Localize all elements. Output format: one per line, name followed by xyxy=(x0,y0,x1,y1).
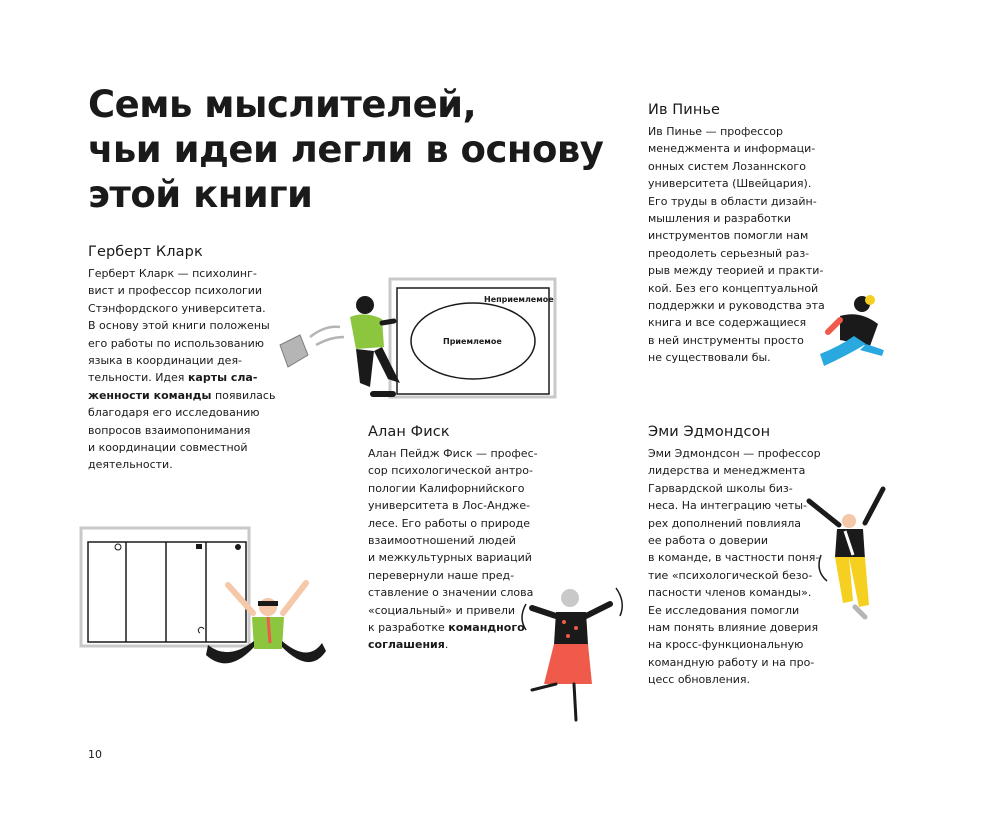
term-alignment-map-2: женности команды xyxy=(88,388,212,402)
title-line-2: чьи идеи легли в основу xyxy=(88,128,604,171)
thinker-name: Герберт Кларк xyxy=(88,244,203,260)
thrown-paper-icon xyxy=(280,327,344,367)
title-line-1: Семь мыслителей, xyxy=(88,83,477,126)
illustration-contract-board xyxy=(270,275,570,415)
term-team-contract: командного xyxy=(448,621,525,635)
thinker-name: Эми Эдмондсон xyxy=(648,424,771,440)
illustration-sitting-person xyxy=(810,290,900,370)
thinker-bio: Эми Эдмондсон — профессор лидерства и менеджмента Гарвардской школы биз- неса. На интеграцию четы- рех дополнений повлияла ее работа о доверии в команде, в частности поня- тие «психологической безо- пасности членов команды». Ее исследования помогли нам понять влияние доверия на кросс-функциональную командную работу и на про- цесс обновления. xyxy=(648,447,821,687)
illustration-jumping-man xyxy=(805,485,897,635)
thinker-name: Алан Фиск xyxy=(368,424,450,440)
term-team-contract-2: соглашения xyxy=(368,638,445,652)
board-label-outer: Неприемлемое xyxy=(484,295,554,304)
thinker-bio: Герберт Кларк — психолинг- вист и профессор психологии Стэнфордского университета. В основу этой книги положены его работы по использованию языка в координации дея- тельности. Идея карты сла- женности команды появилась благодаря его исследованию вопросов взаимопонимания и координации совместной деятельности. xyxy=(88,267,276,472)
term-alignment-map: карты сла- xyxy=(187,371,258,385)
illustration-alignment-board xyxy=(78,525,340,693)
board-label-inner: Приемлемое xyxy=(443,337,502,346)
page-title xyxy=(88,82,603,217)
illustration-dancing-woman xyxy=(512,582,632,724)
page-number: 10 xyxy=(88,748,102,761)
thinker-clark xyxy=(88,242,278,474)
title-line-3: этой книги xyxy=(88,173,313,216)
thinker-bio: Ив Пинье — профессор менеджмента и информаци- онных систем Лозаннского университета (Швейцария). Его труды в области дизайн- мышления и разработки инструментов помогли нам преодолеть серьезный раз- рыв между теорией и практи- кой. Без его концептуальной поддержки и руководства эта книга и все содержащиеся в ней инструменты просто не существовали бы. xyxy=(648,125,825,365)
thinker-name: Ив Пинье xyxy=(648,102,721,118)
alignment-map-sheet xyxy=(81,528,249,646)
thinker-bio: Алан Пейдж Фиск — профес- сор психологической антро- пологии Калифорнийского университета в Лос-Андже- лесе. Его работы о природе взаимоотношений людей и межкультурных вариаций перевернули наше пред- ставление о значении слова «социальный» и привели к разработке командного соглашения. xyxy=(368,447,538,652)
